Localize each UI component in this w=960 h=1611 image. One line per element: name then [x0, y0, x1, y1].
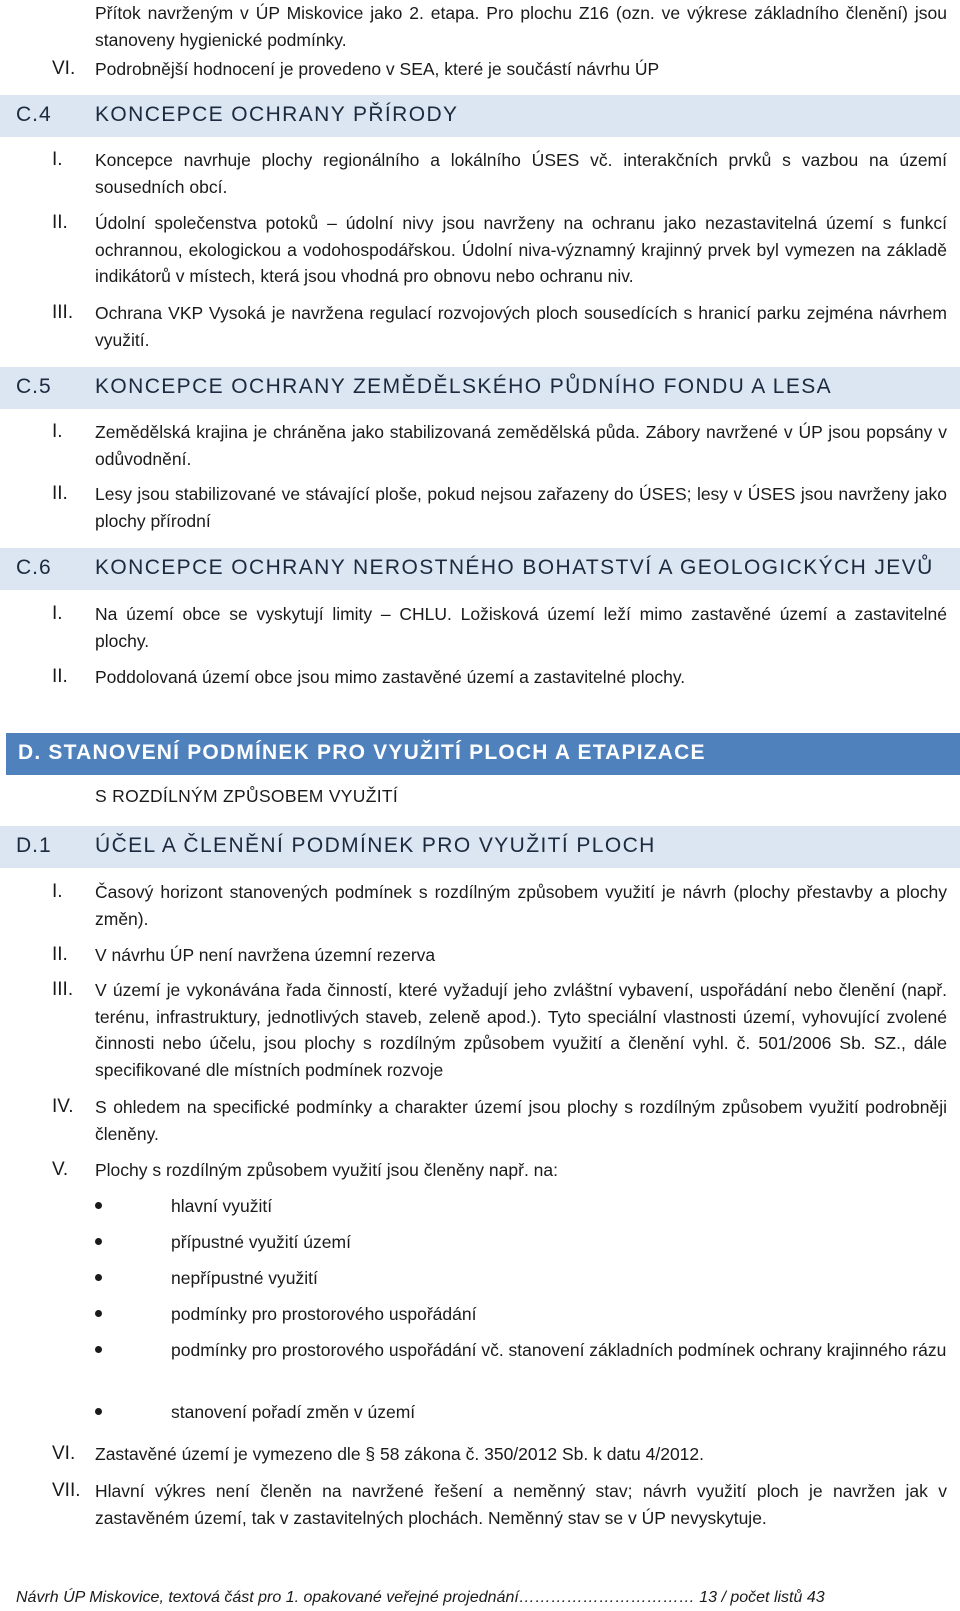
item-number: IV.	[52, 1096, 74, 1117]
section-header-d1	[0, 826, 960, 868]
item-number: VII.	[52, 1480, 81, 1501]
bullet-icon	[95, 1310, 102, 1317]
bullet-text: stanovení pořadí změn v území	[171, 1402, 416, 1422]
page-footer: Návrh ÚP Miskovice, textová část pro 1. opakované veřejné projednání…………………………… 13 / počet listů 43	[16, 1589, 825, 1606]
item-number: III.	[52, 302, 74, 323]
item-text: Na území obce se vyskytují limity – CHLU. Ložisková území leží mimo zastavěné území a zastavitelné plochy.	[95, 604, 947, 651]
item-text: V území je vykonávána řada činností, které vyžadují jeho zvláštní vybavení, uspořádání nebo členění (např. terénu, infrastruktury, jednotlivých staveb, zeleně apod.). Tyto speciální vlastnosti území, vyhovující zvolené činnosti nebo účelu, jsou plochy s rozdílným způsobem využití a členění vyhl. č. 501/2006 Sb. SZ., dále specifikované dle místních podmínek rozvoje	[95, 980, 947, 1080]
item-text: Lesy jsou stabilizované ve stávající ploše, pokud nejsou zařazeny do ÚSES; lesy v ÚSES jsou navrženy jako plochy přírodní	[95, 484, 947, 531]
item-number: III.	[52, 979, 74, 1000]
item-number: II.	[52, 666, 68, 687]
section-title: KONCEPCE OCHRANY NEROSTNÉHO BOHATSTVÍ A GEOLOGICKÝCH JEVŮ	[95, 556, 934, 579]
section-header-c5	[0, 367, 960, 409]
item-number: I.	[52, 603, 63, 624]
item-text: Hlavní výkres není členěn na navržené řešení a neměnný stav; návrh využití ploch je navržen jak v zastavěném území, tak v zastavitelných plochách. Neměnný stav se v ÚP nevyskytuje.	[95, 1481, 947, 1528]
chapter-subtitle: S ROZDÍLNÝM ZPŮSOBEM VYUŽITÍ	[95, 786, 399, 806]
bullet-icon	[95, 1408, 102, 1415]
item-text: V návrhu ÚP není navržena územní rezerva	[95, 945, 436, 965]
item-number: V.	[52, 1159, 69, 1180]
section-code: C.4	[16, 103, 52, 126]
item-number: II.	[52, 944, 68, 965]
section-code: C.5	[16, 375, 52, 398]
item-text: Údolní společenstva potoků – údolní nivy jsou navrženy na ochranu jako nezastavitelná území s funkcí ochrannou, ekologickou a vodohospodářskou. Údolní niva-významný krajinný prvek byl vymezen na základě indikátorů v místech, která jsou vhodná pro obnovu nebo ochranu niv.	[95, 213, 947, 286]
item-text: Zastavěné území je vymezeno dle § 58 zákona č. 350/2012 Sb. k datu 4/2012.	[95, 1444, 705, 1464]
bullet-text: podmínky pro prostorového uspořádání	[171, 1304, 477, 1324]
item-number: II.	[52, 212, 68, 233]
bullet-text: podmínky pro prostorového uspořádání vč. stanovení základních podmínek ochrany krajinného rázu	[171, 1340, 947, 1360]
item-text: Plochy s rozdílným způsobem využití jsou členěny např. na:	[95, 1160, 558, 1180]
section-title: KONCEPCE OCHRANY ZEMĚDĚLSKÉHO PŮDNÍHO FONDU A LESA	[95, 375, 833, 398]
section-header-c6	[0, 548, 960, 590]
bullet-text: přípustné využití území	[171, 1232, 351, 1252]
section-title: KONCEPCE OCHRANY PŘÍRODY	[95, 103, 459, 126]
section-title: ÚČEL A ČLENĚNÍ PODMÍNEK PRO VYUŽITÍ PLOCH	[95, 834, 656, 857]
item-number: VI.	[52, 58, 76, 79]
chapter-header-d	[6, 733, 960, 775]
item-text: Koncepce navrhuje plochy regionálního a lokálního ÚSES vč. interakčních prvků s vazbou na území sousedních obcí.	[95, 150, 947, 197]
paragraph-text: Přítok navrženým v ÚP Miskovice jako 2. etapa. Pro plochu Z16 (ozn. ve výkrese základního členění) jsou stanoveny hygienické podmínky.	[95, 3, 947, 50]
bullet-icon	[95, 1274, 102, 1281]
bullet-text: hlavní využití	[171, 1196, 273, 1216]
item-text: Ochrana VKP Vysoká je navržena regulací rozvojových ploch sousedících s hranicí parku zejména návrhem využití.	[95, 303, 947, 350]
item-number: I.	[52, 149, 63, 170]
section-code: D.1	[16, 834, 52, 857]
chapter-title: D. STANOVENÍ PODMÍNEK PRO VYUŽITÍ PLOCH A ETAPIZACE	[18, 741, 706, 764]
item-number: I.	[52, 881, 63, 902]
item-text: Časový horizont stanovených podmínek s rozdílným způsobem využití je návrh (plochy přestavby a plochy změn).	[95, 882, 947, 929]
bullet-icon	[95, 1346, 102, 1353]
item-text: Podrobnější hodnocení je provedeno v SEA, které je součástí návrhu ÚP	[95, 59, 660, 79]
item-text: Poddolovaná území obce jsou mimo zastavěné území a zastavitelné plochy.	[95, 667, 686, 687]
section-code: C.6	[16, 556, 52, 579]
bullet-icon	[95, 1202, 102, 1209]
item-number: I.	[52, 421, 63, 442]
section-header-c4	[0, 95, 960, 137]
item-number: VI.	[52, 1443, 76, 1464]
item-text: S ohledem na specifické podmínky a charakter území jsou plochy s rozdílným způsobem využití podrobněji členěny.	[95, 1097, 947, 1144]
bullet-icon	[95, 1238, 102, 1245]
item-number: II.	[52, 483, 68, 504]
bullet-text: nepřípustné využití	[171, 1268, 318, 1288]
item-text: Zemědělská krajina je chráněna jako stabilizovaná zemědělská půda. Zábory navržené v ÚP jsou popsány v odůvodnění.	[95, 422, 947, 469]
